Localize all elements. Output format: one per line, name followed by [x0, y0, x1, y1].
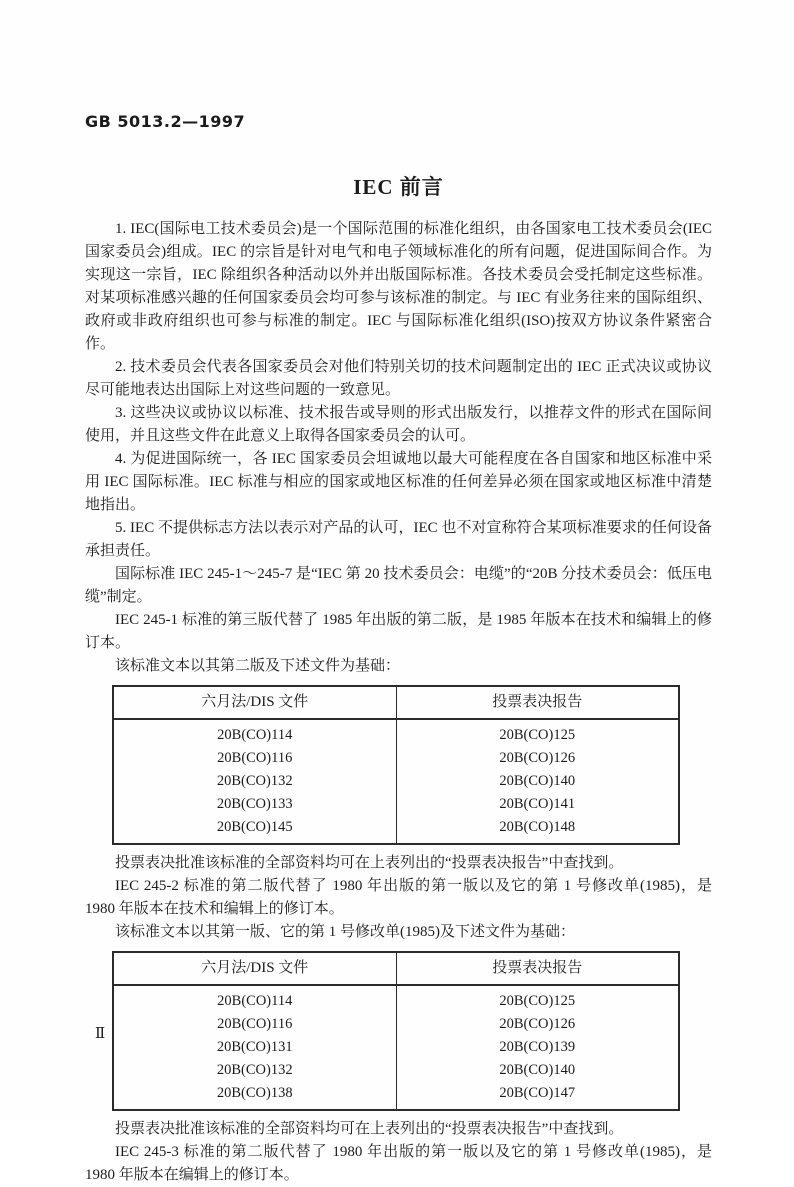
paragraph-6: 国际标准 IEC 245-1～245-7 是“IEC 第 20 技术委员会：电缆”的“20B 分技术委员会：低压电缆”制定。: [85, 566, 712, 605]
paragraph-13: IEC 245-3 标准的第二版代替了 1980 年出版的第一版以及它的第 1 号修改单(1985)，是 1980 年版本在编辑上的修订本。: [85, 1144, 712, 1183]
table-cell: 20B(CO)114: [113, 719, 396, 747]
table-header-cell: 投票表决报告: [396, 952, 679, 985]
paragraph-11-table2-intro: 该标准文本以其第一版、它的第 1 号修改单(1985)及下述文件为基础：: [115, 924, 575, 940]
table-row: [113, 719, 679, 747]
table-row: [113, 816, 679, 844]
table-cell: 20B(CO)125: [499, 727, 576, 743]
table-row: [113, 793, 679, 816]
table-row: [113, 1082, 679, 1110]
table-row: [113, 770, 679, 793]
table-cell: 20B(CO)126: [499, 750, 576, 766]
table-cell: 20B(CO)140: [499, 1062, 576, 1078]
table-2-header: [113, 952, 679, 985]
paragraph-7: IEC 245-1 标准的第三版代替了 1985 年出版的第二版，是 1985 年版本在技术和编辑上的修订本。: [85, 612, 712, 651]
table-cell: 20B(CO)125: [499, 993, 576, 1009]
table-header-cell: 投票表决报告: [396, 686, 679, 719]
table-2-body: [113, 985, 679, 1110]
table-row: [113, 1059, 679, 1082]
table-1-header: [113, 686, 679, 719]
table-cell: 20B(CO)139: [499, 1039, 576, 1055]
table-header-cell: 六月法/DIS 文件: [113, 686, 396, 719]
paragraph-2: 2. 技术委员会代表各国家委员会对他们特别关切的技术问题制定出的 IEC 正式决议或协议尽可能地表达出国际上对这些问题的一致意见。: [85, 359, 712, 398]
table-row: [113, 686, 679, 719]
paragraph-1: 1. IEC(国际电工技术委员会)是一个国际范围的标准化组织，由各国家电工技术委员会(IEC 国家委员会)组成。IEC 的宗旨是针对电气和电子领域标准化的所有问题，促进国际间合作。为实现这一宗旨，IEC 除组织各种活动以外并出版国际标准。各技术委员会受托制定这些标准。对某项标准感兴趣的任何国家委员会均可参与该标准的制定。与 IEC 有业务往来的国际组织、政府或非政府组织也可参与标准的制定。IEC 与国际标准化组织(ISO)按双方协议条件紧密合作。: [85, 221, 712, 352]
table-row: [113, 747, 679, 770]
table-row: [113, 1013, 679, 1036]
basis-table-1: [112, 685, 680, 845]
paragraph-3: 3. 这些决议或协议以标准、技术报告或导则的形式出版发行，以推荐文件的形式在国际间使用，并且这些文件在此意义上取得各国家委员会的认可。: [85, 405, 712, 444]
table-row: [113, 1036, 679, 1059]
table-cell: 20B(CO)133: [113, 793, 396, 816]
page-title: IEC 前言: [353, 175, 444, 199]
table-1-body: [113, 719, 679, 844]
paragraph-5: 5. IEC 不提供标志方法以表示对产品的认可，IEC 也不对宣称符合某项标准要求的任何设备承担责任。: [85, 520, 712, 559]
standard-number: GB 5013.2—1997: [85, 112, 246, 131]
table-row: [113, 952, 679, 985]
table-cell: 20B(CO)148: [499, 819, 576, 835]
table-cell: 20B(CO)141: [499, 796, 576, 812]
table-header-cell: 六月法/DIS 文件: [113, 952, 396, 985]
table-cell: 20B(CO)116: [113, 747, 396, 770]
table-cell: 20B(CO)132: [113, 770, 396, 793]
paragraph-12: 投票表决批准该标准的全部资料均可在上表列出的“投票表决报告”中查找到。: [115, 1121, 624, 1137]
page-number: Ⅱ: [95, 1026, 106, 1042]
basis-table-2: [112, 951, 680, 1111]
table-cell: 20B(CO)145: [113, 816, 396, 844]
document-body: [85, 218, 712, 1187]
table-row: [113, 985, 679, 1013]
table-cell: 20B(CO)147: [499, 1085, 576, 1101]
table-cell: 20B(CO)132: [113, 1059, 396, 1082]
table-cell: 20B(CO)131: [113, 1036, 396, 1059]
table-cell: 20B(CO)138: [113, 1082, 396, 1110]
table-cell: 20B(CO)116: [113, 1013, 396, 1036]
paragraph-8-table1-intro: 该标准文本以其第二版及下述文件为基础：: [115, 658, 401, 674]
paragraph-9: 投票表决批准该标准的全部资料均可在上表列出的“投票表决报告”中查找到。: [115, 855, 624, 871]
paragraph-10: IEC 245-2 标准的第二版代替了 1980 年出版的第一版以及它的第 1 号修改单(1985)，是 1980 年版本在技术和编辑上的修订本。: [85, 878, 712, 917]
table-cell: 20B(CO)140: [499, 773, 576, 789]
table-cell: 20B(CO)126: [499, 1016, 576, 1032]
paragraph-4: 4. 为促进国际统一，各 IEC 国家委员会坦诚地以最大可能程度在各自国家和地区标准中采用 IEC 国际标准。IEC 标准与相应的国家或地区标准的任何差异必须在国家或地区标准中清楚地指出。: [85, 451, 712, 513]
table-cell: 20B(CO)114: [113, 985, 396, 1013]
